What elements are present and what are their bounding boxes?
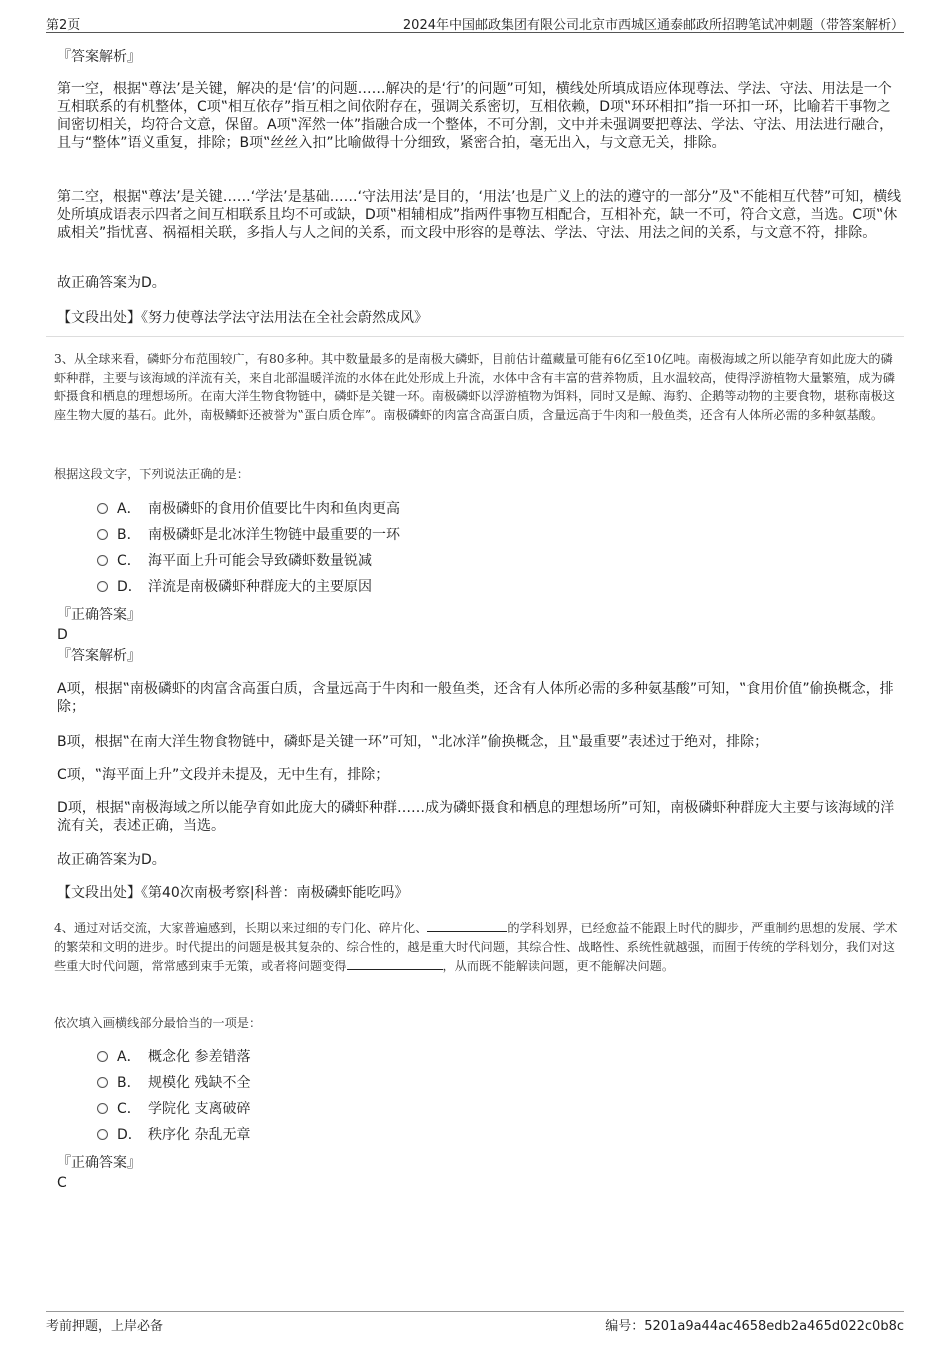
q4-prompt: 依次填入画横线部分最恰当的一项是：: [54, 1016, 262, 1030]
q4-answer: C: [57, 1175, 67, 1191]
q4-option-d[interactable]: [97, 1125, 250, 1145]
radio-icon[interactable]: [97, 529, 108, 540]
q3-option-d[interactable]: [97, 577, 372, 597]
q3-stem: [54, 350, 902, 424]
page-number: 第2页: [46, 18, 81, 33]
option-text: 洋流是南极磷虾种群庞大的主要原因: [148, 579, 372, 595]
q3-option-c[interactable]: [97, 551, 372, 571]
q3-analysis-c-text: C项，‟海平面上升”文段并未提及，无中生有，排除；: [57, 767, 390, 783]
q3-analysis-label: 『答案解析』: [57, 648, 141, 664]
q4-blank-2: [347, 956, 443, 970]
radio-icon[interactable]: [97, 581, 108, 592]
q3-analysis-d: [57, 799, 902, 835]
q3-analysis-b: [57, 733, 902, 751]
option-letter: A．: [117, 501, 141, 517]
q3-analysis-c: [57, 766, 902, 784]
q4-stem-part2: 的学科划界，已经愈益不能跟上时代的脚步，严重制约思想的发展、学术的繁荣和文明的进步。时代提出的问题是极其复杂的、综合性的，越是重大时代问题，其综合性、战略性、系统性就越强，而囿于传统的学科划分，我们对这些重大时代问题，常常感到束手无策，或者将问题变得: [54, 921, 898, 974]
q3-conclusion: 故正确答案为D。: [57, 852, 166, 868]
q4-stem-text: [54, 918, 902, 976]
q3-answer-label: 『正确答案』: [57, 607, 141, 623]
option-letter: C．: [117, 553, 141, 569]
q2-conclusion: 故正确答案为D。: [57, 275, 166, 291]
q4-option-a[interactable]: [97, 1047, 250, 1067]
q2-analysis-label: 『答案解析』: [57, 49, 141, 65]
option-text: 南极磷虾是北冰洋生物链中最重要的一环: [148, 527, 400, 543]
q4-stem-part1: 4、通过对话交流，大家普遍感到，长期以来过细的专门化、碎片化、: [54, 921, 428, 935]
radio-icon[interactable]: [97, 1051, 108, 1062]
q4-option-c[interactable]: [97, 1099, 250, 1119]
option-text: 规模化 残缺不全: [148, 1075, 251, 1091]
option-letter: B．: [117, 1075, 141, 1091]
section-divider: [46, 336, 904, 337]
radio-icon[interactable]: [97, 555, 108, 566]
q2-analysis-para2: [57, 188, 902, 242]
radio-icon[interactable]: [97, 503, 108, 514]
radio-icon[interactable]: [97, 1103, 108, 1114]
q4-stem-part3: ，从而既不能解读问题，更不能解决问题。: [442, 959, 675, 974]
q2-para2-text: 第二空，根据‟尊法’是关键……‘学法’是基础……‘守法用法’是目的，‘用法’也是广义上的法的遵守的一部分”及‟不能相互代替”可知，横线处所填成语表示四者之间互相联系且均不可或缺，D项‟相辅相成”指两件事物互相配合，互相补充，缺一不可，符合文意，当选。C项‟休戚相关”指忧喜、祸福相关联，多指人与人之间的关系，而文段中形容的是尊法、学法、守法、用法之间的关系，与文意不符，排除。: [57, 189, 902, 241]
q3-stem-text: 3、从全球来看，磷虾分布范围较广，有80多种。其中数量最多的是南极大磷虾，目前估计蕴藏量可能有6亿至10亿吨。南极海域之所以能孕育如此庞大的磷虾种群，主要与该海域的洋流有关，来自北部温暖洋流的水体在此处形成上升流，水体中含有丰富的营养物质，且水温较高，使得浮游植物大量繁殖，成为磷虾摄食和栖息的理想场所。在南大洋生物食物链中，磷虾是关键一环。南极磷虾以浮游植物为饵料，同时又是鲸、海豹、企鹅等动物的主要食物，堪称南极这座生物大厦的基石。此外，南极鳞虾还被誉为‟蛋白质仓库”。南极磷虾的肉富含高蛋白质，含量远高于牛肉和一般鱼类，还含有人体所必需的多种氨基酸。: [54, 352, 895, 422]
page-footer: [46, 1311, 904, 1334]
q3-source: 【文段出处】《第40次南极考察|科普：南极磷虾能吃吗》: [57, 885, 409, 901]
option-letter: B．: [117, 527, 141, 543]
q2-analysis-para1: [57, 80, 902, 152]
q3-answer: D: [57, 627, 68, 643]
footer-serial: 编号：5201a9a44ac4658edb2a465d022c0b8c: [605, 1319, 904, 1334]
option-letter: A．: [117, 1049, 141, 1065]
option-text: 海平面上升可能会导致磷虾数量锐减: [148, 553, 372, 569]
page-header: [46, 12, 904, 33]
q4-blank-1: [427, 918, 507, 932]
q2-para1-text: 第一空，根据‟尊法’是关键，解决的是‘信’的问题……解决的是‘行’的问题”可知，横线处所填成语应体现尊法、学法、守法、用法是一个互相联系的有机整体，C项‟相互依存”指互相之间依附存在，强调关系密切，互相依赖，D项‟环环相扣”指一环扣一环，比喻若干事物之间密切相关，均符合文意，保留。A项‟浑然一体”指融合成一个整体，不可分割，文中并未强调要把尊法、学法、守法、用法进行融合，且与“整体”语义重复，排除；B项‟丝丝入扣”比喻做得十分细致，紧密合拍，毫无出入，与文意无关，排除。: [57, 81, 894, 151]
option-text: 概念化 参差错落: [148, 1049, 251, 1065]
q3-analysis-a-text: A项，根据‟南极磷虾的肉富含高蛋白质，含量远高于牛肉和一般鱼类，还含有人体所必需的多种氨基酸”可知，‟食用价值”偷换概念，排除；: [57, 681, 894, 715]
radio-icon[interactable]: [97, 1077, 108, 1088]
q3-analysis-b-text: B项，根据‟在南大洋生物食物链中，磷虾是关键一环”可知，‟北冰洋”偷换概念，且‟最重要”表述过于绝对，排除；: [57, 734, 769, 750]
footer-slogan: 考前押题，上岸必备: [46, 1319, 164, 1334]
option-letter: C．: [117, 1101, 141, 1117]
q3-option-b[interactable]: [97, 525, 400, 545]
q3-analysis-d-text: D项，根据‟南极海域之所以能孕育如此庞大的磷虾种群……成为磷虾摄食和栖息的理想场所”可知，南极磷虾种群庞大主要与该海域的洋流有关，表述正确，当选。: [57, 800, 895, 834]
radio-icon[interactable]: [97, 1129, 108, 1140]
q4-stem: [54, 918, 902, 976]
q3-analysis-a: [57, 680, 902, 716]
option-letter: D．: [117, 579, 142, 595]
option-text: 南极磷虾的食用价值要比牛肉和鱼肉更高: [148, 501, 400, 517]
q3-option-a[interactable]: [97, 499, 400, 519]
q4-answer-label: 『正确答案』: [57, 1155, 141, 1171]
document-title: 2024年中国邮政集团有限公司北京市西城区通泰邮政所招聘笔试冲刺题（带答案解析）: [402, 18, 904, 33]
q2-source: 【文段出处】《努力使尊法学法守法用法在全社会蔚然成风》: [57, 310, 428, 326]
q4-option-b[interactable]: [97, 1073, 250, 1093]
option-text: 学院化 支离破碎: [148, 1101, 251, 1117]
q3-prompt: 根据这段文字，下列说法正确的是：: [54, 467, 249, 481]
option-text: 秩序化 杂乱无章: [148, 1127, 251, 1143]
option-letter: D．: [117, 1127, 142, 1143]
